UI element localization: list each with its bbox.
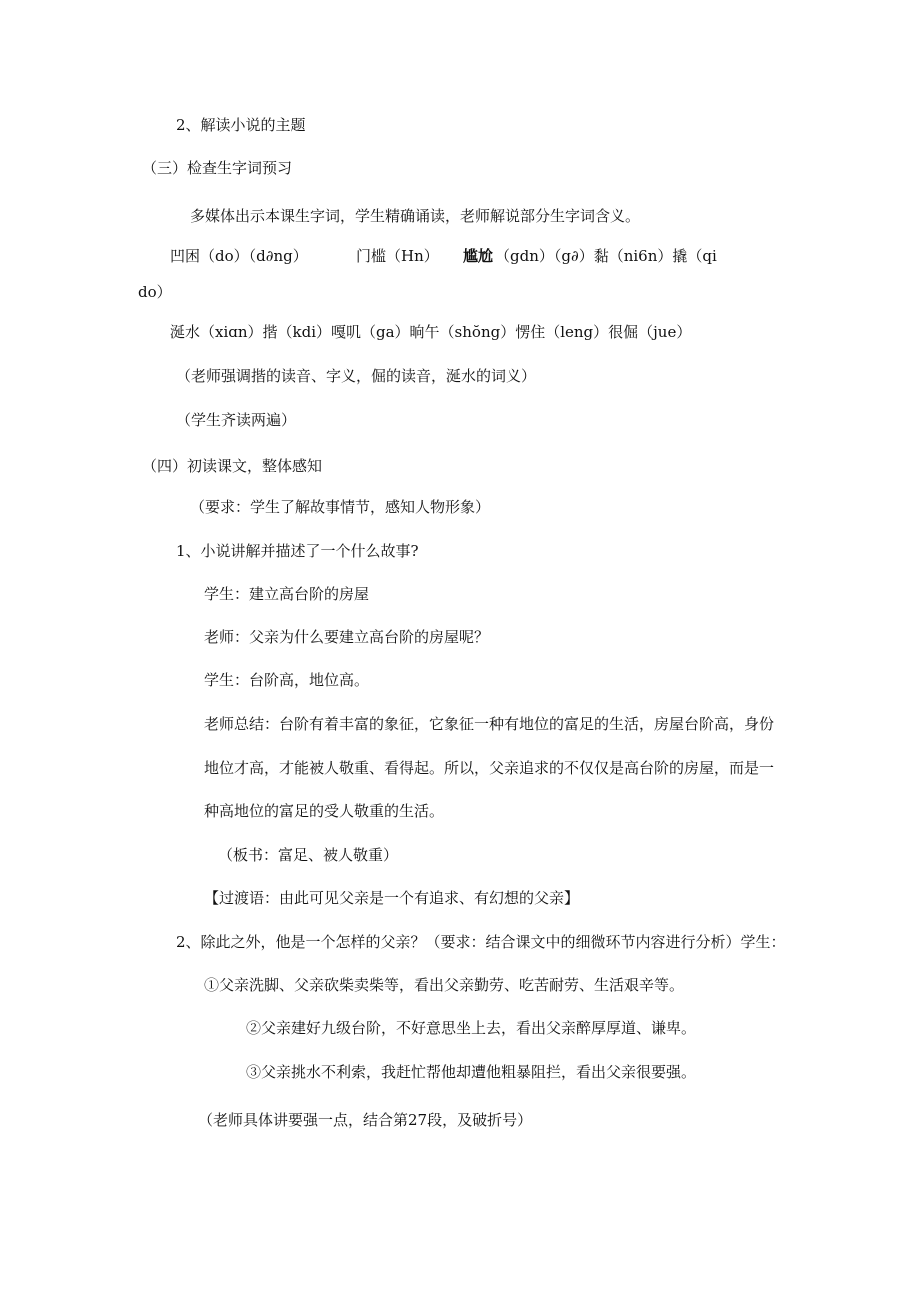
teacher-note-emphasis: （老师强调揩的读音、字义，倔的读音，涎水的词义） bbox=[176, 367, 537, 385]
vocab-line-two: 涎水（xiɑn）揩（kdi）嘎叽（ga）晌午（shŏng）愣住（leng）很倔（jue） bbox=[170, 323, 692, 341]
section-heading-four: （四）初读课文，整体感知 bbox=[142, 457, 323, 475]
heading-interpret-theme: 2、解读小说的主题 bbox=[176, 116, 306, 134]
teacher-summary-line1: 老师总结：台阶有着丰富的象征，它象征一种有地位的富足的生活，房屋台阶高，身份 bbox=[204, 715, 775, 733]
answer-item-one: ①父亲洗脚、父亲砍柴卖柴等，看出父亲勤劳、吃苦耐劳、生活艰辛等。 bbox=[204, 976, 685, 994]
teacher-question: 老师：父亲为什么要建立高台阶的房屋呢？ bbox=[204, 628, 490, 646]
section-heading-three: （三）检查生字词预习 bbox=[142, 159, 293, 177]
board-note: （板书：富足、被人敬重） bbox=[218, 846, 399, 864]
teacher-summary-line3: 种高地位的富足的受人敬重的生活。 bbox=[204, 802, 445, 820]
answer-item-two: ②父亲建好九级台阶，不好意思坐上去，看出父亲醉厚厚道、谦卑。 bbox=[246, 1019, 697, 1037]
student-answer-one: 学生：建立高台阶的房屋 bbox=[204, 585, 370, 603]
vocab-aokun: 凹困（do）（d∂ng） bbox=[170, 247, 308, 265]
teacher-summary-line2: 地位才高，才能被人敬重、看得起。所以，父亲追求的不仅仅是高台阶的房屋，而是一 bbox=[204, 759, 775, 777]
student-read-note: （学生齐读两遍） bbox=[176, 411, 297, 429]
requirement-note: （要求：学生了解故事情节，感知人物形象） bbox=[190, 498, 491, 516]
question-two: 2、除此之外，他是一个怎样的父亲？（要求：结合课文中的细微环节内容进行分析）学生： bbox=[176, 933, 786, 951]
student-answer-two: 学生：台阶高，地位高。 bbox=[204, 671, 370, 689]
vocab-qiao-cont: do） bbox=[138, 283, 172, 301]
question-one: 1、小说讲解并描述了一个什么故事? bbox=[176, 542, 419, 560]
vocab-menkan: 门槛（Hn） bbox=[356, 247, 439, 265]
transition-note: 【过渡语：由此可见父亲是一个有追求、有幻想的父亲】 bbox=[204, 889, 580, 907]
vocab-ganga-pinyin: （gdn）（g∂）黏（ni6n）撬（qi bbox=[495, 247, 717, 265]
paragraph-media-vocab: 多媒体出示本课生字词，学生精确诵读，老师解说部分生字词含义。 bbox=[190, 207, 641, 225]
vocab-ganga: 尴尬 bbox=[463, 247, 494, 265]
answer-item-three: ③父亲挑水不利索，我赶忙帮他却遭他粗暴阻拦，看出父亲很要强。 bbox=[246, 1063, 697, 1081]
teacher-closing-note: （老师具体讲要强一点，结合第27段，及破折号） bbox=[198, 1111, 533, 1129]
